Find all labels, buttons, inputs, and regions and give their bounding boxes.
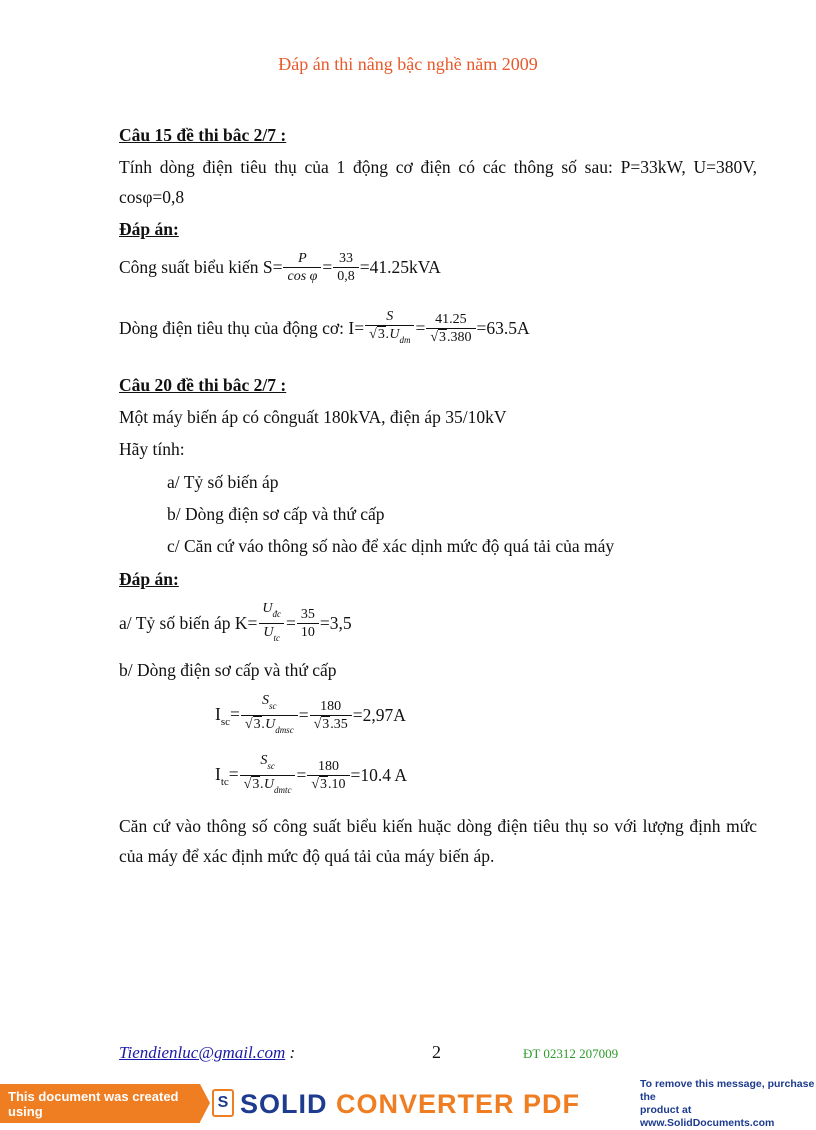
fraction-numerator: 33 [339,251,354,266]
fraction-denominator: cos φ [283,267,321,285]
q20-problem: Một máy biến áp có cônguất 180kVA, điện áp 35/10kV [119,407,507,427]
subscript: dmsc [275,725,294,735]
denominator-rest: .U [260,777,274,792]
formula-result: =3,5 [319,613,352,633]
banner-arrow-tip [200,1084,210,1122]
formula-prefix: Công suất biểu kiến S= [119,257,283,277]
q15-current-formula [119,308,530,349]
footer-colon: : [289,1043,296,1062]
current-label: $I_{tc}=$ [215,763,239,788]
symbol: I [215,703,221,724]
q20-heading: Câu 20 đề thi bâc 2/7 : [119,375,287,395]
formula-result: =2,97A [352,705,406,725]
page-header-title: Đáp án thi nâng bậc nghề năm 2009 [278,54,538,74]
fraction-denominator: √3.35 [310,715,352,733]
fraction-denominator: $√3.U_{dm}$ [365,325,414,349]
fraction-180-over-root3-10 [307,758,349,793]
logo-solid-text: SOLID [240,1089,328,1119]
equals-sign: = [322,257,333,277]
sqrt-radicand: 3 [320,777,328,792]
formula-result: =41.25kVA [359,257,441,277]
q20-isc-formula [215,692,406,739]
denominator-rest: .U [385,327,400,342]
footer-contact [119,1043,295,1063]
q20-conclusion: Căn cứ vào thông số công suất biểu kiến huặc dòng điện tiêu thụ so với lượng định mức của máy để xác định mức độ quá tải của máy biến áp. [119,816,757,866]
banner-purchase-message[interactable] [620,1077,816,1129]
equals-sign: = [415,318,426,338]
footer-phone: ĐT 02312 207009 [523,1046,619,1061]
fraction-numerator [256,752,279,775]
fraction-denominator: √3.380 [426,328,475,346]
q20-ratio-formula [119,600,352,647]
fraction-denominator: √3.10 [307,775,349,793]
symbol: U [263,625,274,640]
solid-logo-icon: S [212,1089,234,1117]
banner-created-using: This document was created using [0,1084,200,1123]
fraction-33-over-08 [333,250,359,285]
formula-result: =63.5A [476,318,530,338]
fraction-denominator: $√3.U_{dmtc}$ [240,775,296,799]
fraction-denominator [259,623,284,647]
fraction-numerator: P [298,251,307,266]
footer-email-link[interactable]: Tiendienluc@gmail.com [119,1043,286,1062]
symbol: S [260,753,268,768]
logo-converter-text: CONVERTER PDF [336,1089,581,1119]
q15-problem: Tính dòng điện tiêu thụ của 1 động cơ điện có các thông số sau: P=33kW, U=380V, cosφ=0,8 [119,157,757,207]
sqrt-radicand: 3 [377,327,385,342]
subscript: dmtc [273,785,292,795]
formula-prefix: Dòng điện tiêu thụ của động cơ: I= [119,318,365,338]
q20-item-c: c/ Căn cứ váo thông số nào để xác dịnh mức độ quá tải của máy [167,536,615,556]
denominator-rest: .U [261,717,276,732]
sqrt-radicand: 3 [322,717,330,732]
fraction-numerator: 180 [320,699,342,714]
fraction-denominator: $√3.U_{dmsc}$ [241,715,298,739]
equals-sign: = [296,765,307,785]
equals-sign: = [285,613,296,633]
fraction-ssc-over-root3u [240,752,296,799]
q20-answer-heading: Đáp án: [119,569,179,589]
subscript: tc [273,633,280,643]
banner-purchase-line2: product at www.SolidDocuments.com [640,1103,775,1129]
fraction-180-over-root3-35 [310,698,352,733]
sqrt-radicand: 3 [253,717,261,732]
denominator-rest: .380 [447,330,472,345]
solid-converter-logo [240,1089,580,1119]
subscript: sc [267,761,275,771]
fraction-ssc-over-root3u [241,692,298,739]
fraction-p-over-cos [283,250,321,285]
q20-itc-formula [215,752,407,799]
formula-prefix: a/ Tỷ số biến áp K= [119,613,258,633]
fraction-numerator: 180 [317,759,339,774]
fraction-numerator: 41.25 [435,312,467,327]
q15-heading: Câu 15 đề thi bâc 2/7 : [119,125,287,145]
equals-sign: = [298,705,309,725]
fraction-denominator: 0,8 [333,267,359,285]
subscript: sc [269,701,277,711]
fraction-4125-over-root3-380 [426,311,475,346]
subscript: sc [220,715,230,728]
fraction-numerator: 35 [300,607,315,622]
denominator-rest: .35 [330,717,348,732]
fraction-numerator [258,692,281,715]
subscript: tc [220,775,229,788]
symbol: I [215,763,221,784]
subscript: dm [399,335,411,345]
sqrt-radicand: 3 [252,777,260,792]
fraction-numerator [258,600,285,623]
page-number: 2 [432,1042,441,1062]
q20-ask: Hãy tính: [119,439,185,459]
fraction-denominator: 10 [297,623,319,641]
banner-purchase-line1: To remove this message, purchase the [640,1077,815,1103]
fraction-s-over-root3u [365,308,414,349]
q20-item-b: b/ Dòng điện sơ cấp và thứ cấp [167,504,385,524]
fraction-35-over-10 [297,606,319,641]
formula-result: =10.4 A [350,765,408,785]
current-label: $I_{sc}=$ [215,703,240,728]
q15-apparent-power-formula [119,250,441,285]
symbol: S [262,693,270,708]
sqrt-radicand: 3 [439,330,446,345]
symbol: U [262,601,273,616]
q15-answer-heading: Đáp án: [119,219,179,239]
denominator-rest: .10 [328,777,346,792]
fraction-udc-over-utc [258,600,285,647]
subscript: đc [272,609,281,619]
q20-item-a: a/ Tỷ số biến áp [167,472,279,492]
fraction-numerator: S [386,309,394,324]
q20-b-label: b/ Dòng điện sơ cấp và thứ cấp [119,660,337,680]
